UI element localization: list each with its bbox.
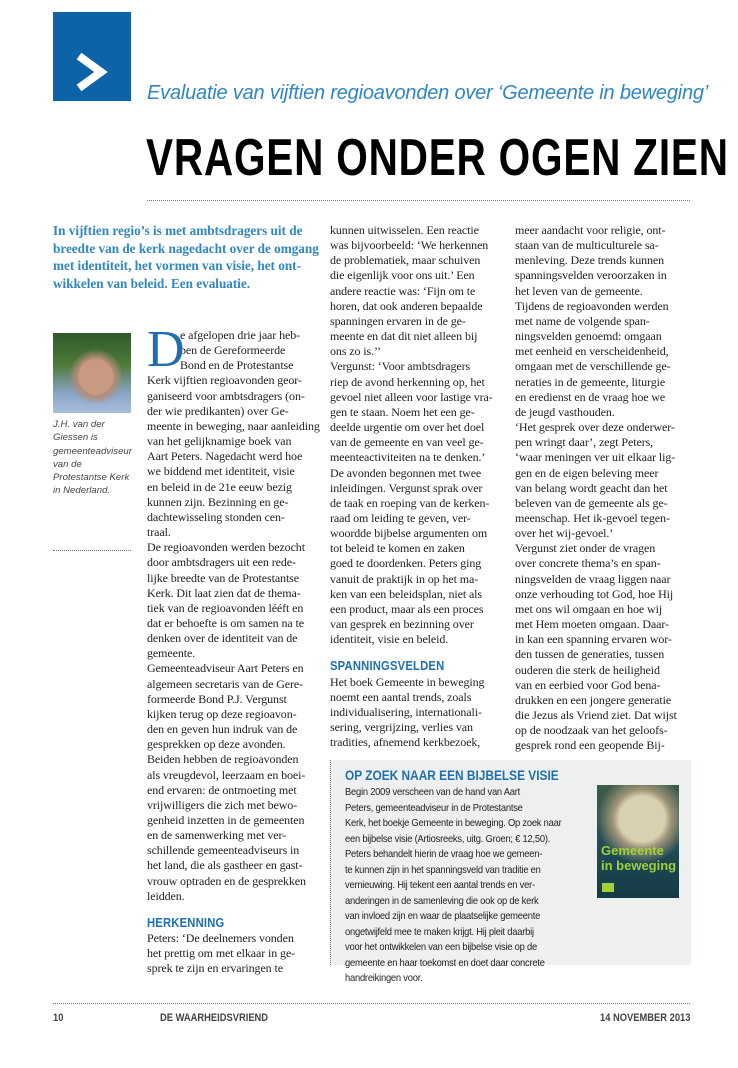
sidebar-line: vernieuwing. Hij tekent een aantal trends en ver- bbox=[345, 880, 535, 891]
sidebar-line: handreikingen voor. bbox=[345, 973, 423, 984]
text-line: gesprekken op deze avonden. bbox=[147, 737, 286, 752]
text-line: woordde bijbelse argumenten om bbox=[330, 526, 488, 541]
text-line: over concrete thema’s en span- bbox=[515, 556, 661, 571]
divider bbox=[53, 550, 131, 551]
text-line: meente in beweging, naar aanleiding bbox=[147, 418, 320, 433]
author-photo bbox=[53, 333, 131, 413]
text-line: Vergunst ziet onder de vragen bbox=[515, 541, 656, 556]
text-line: van belang wordt geacht dan het bbox=[515, 480, 668, 495]
text-line: dat er behoefte is om samen na te bbox=[147, 615, 304, 630]
book-title-line: Gemeente bbox=[601, 843, 664, 858]
text-line: staan van de multiculturele sa- bbox=[515, 238, 659, 253]
text-line: onze verhouding tot God, hoe Hij bbox=[515, 586, 674, 601]
text-line: denken over de identiteit van de bbox=[147, 631, 298, 646]
text-line: vrijwilligers die zich met bewo- bbox=[147, 797, 298, 812]
text-line: der wie predikanten) over Ge- bbox=[147, 403, 289, 418]
text-line: Peters: ‘De deelnemers vonden bbox=[147, 931, 294, 946]
text-line: Vergunst: ‘Voor ambtsdragers bbox=[330, 359, 471, 374]
sidebar-line: Kerk, het boekje Gemeente in beweging. Op zoek naar bbox=[345, 818, 562, 829]
article-title: VRAGEN ONDER OGEN ZIEN bbox=[146, 129, 729, 187]
caption-line: van de bbox=[53, 458, 82, 470]
text-line: ons zo is.’’ bbox=[330, 344, 381, 359]
text-line: horen, dat ook anderen bepaalde bbox=[330, 298, 483, 313]
text-line: die Jezus als Vriend ziet. Dat wijst bbox=[515, 708, 677, 722]
text-line: de problematiek, maar schuiven bbox=[330, 253, 481, 268]
sidebar-title: OP ZOEK NAAR EEN BIJBELSE VISIE bbox=[345, 768, 559, 783]
text-line: van de gemeente en van veel ge- bbox=[330, 435, 484, 450]
article-intro bbox=[53, 222, 318, 292]
text-line: met eenheid en verscheidenheid, bbox=[515, 344, 669, 359]
text-line: goed te doordenken. Peters ging bbox=[330, 556, 482, 571]
sidebar-line: Peters behandelt hierin de vraag hoe we gemeen- bbox=[345, 849, 543, 860]
text-line: deelde urgentie om over het doel bbox=[330, 420, 485, 435]
text-line: Het boek Gemeente in beweging bbox=[330, 674, 485, 689]
text-line: gesprek rond een geopende Bij- bbox=[515, 738, 665, 753]
article-column-2 bbox=[330, 223, 508, 750]
text-line: gemeente. bbox=[147, 646, 196, 661]
sidebar-line: een bijbelse visie (Artiosreeks, uitg. Groen; € 12,50). bbox=[345, 833, 551, 845]
text-line: leidden. bbox=[147, 888, 185, 903]
text-line: Kerk vijftien regioavonden geor- bbox=[147, 373, 302, 388]
text-line: Kerk. Dit laat zien dat de thema- bbox=[147, 585, 301, 600]
text-line: het leven van de gemeente. bbox=[515, 283, 643, 298]
sidebar-line: voor het ontwikkelen van een bijbelse visie op de bbox=[345, 942, 537, 953]
text-line: in kan een spanning ervaren wor- bbox=[515, 632, 672, 647]
text-line: traal. bbox=[147, 525, 171, 540]
text-line: end ervaren: de ontmoeting met bbox=[147, 782, 297, 797]
text-line: het land, die als gastheer en gast- bbox=[147, 858, 303, 873]
text-line: en beleid in de 21e eeuw bezig bbox=[147, 479, 292, 494]
text-line: Aart Peters. Nagedacht werd hoe bbox=[147, 449, 303, 464]
chevron-right-icon bbox=[73, 52, 109, 92]
text-line: drukken en een jongere generatie bbox=[515, 692, 672, 707]
sidebar-line: gemeente en haar toekomst en doet daar concrete bbox=[345, 957, 545, 969]
text-line: inleidingen. Vergunst sprak over bbox=[330, 480, 483, 495]
text-line: ken van een beleidsplan, niet als bbox=[330, 586, 482, 601]
text-line: vanuit de praktijk in op het ma- bbox=[330, 571, 479, 586]
text-line: omgaan met de verschillende ge- bbox=[515, 359, 671, 374]
section-marker bbox=[53, 12, 131, 101]
text-line: Gemeenteadviseur Aart Peters en bbox=[147, 661, 304, 676]
text-line: e afgelopen drie jaar heb- bbox=[180, 328, 300, 342]
text-line: schillende gemeenteadviseurs in bbox=[147, 843, 300, 858]
sidebar-box bbox=[330, 760, 691, 984]
text-line: raad om leiding te geven, ver- bbox=[330, 510, 471, 525]
book-title-line: in beweging bbox=[601, 858, 677, 873]
text-line: als vreugdevol, leerzaam en boei- bbox=[147, 767, 306, 782]
text-line: het prettig om met elkaar in ge- bbox=[147, 946, 296, 961]
sidebar-line: ongetwijfeld mee te maken krijgt. Hij pleit daarbij bbox=[345, 926, 534, 938]
text-line: door ambtsdragers uit een rede- bbox=[147, 555, 296, 570]
book-cover-image bbox=[597, 785, 679, 898]
text-line: kunnen zijn. Bezinning en ge- bbox=[147, 494, 289, 509]
text-line: Tijdens de regioavonden werden bbox=[515, 298, 669, 313]
text-line: riep de avond herkenning op, het bbox=[330, 374, 485, 389]
text-line: ningsvelden de vraag liggen naar bbox=[515, 571, 671, 586]
sidebar-line: Peters, gemeenteadviseur in de Protestantse bbox=[345, 802, 523, 814]
text-line: ‘Het gesprek over deze onderwer- bbox=[515, 420, 675, 435]
text-line: over het wij-gevoel.’ bbox=[515, 526, 614, 541]
publisher-logo bbox=[602, 883, 614, 892]
text-line: ningsvelden genoemd: omgaan bbox=[515, 329, 662, 344]
text-line: tiek van de regioavonden lééft en bbox=[147, 600, 304, 615]
caption-line: J.H. van der bbox=[53, 419, 105, 430]
divider bbox=[147, 200, 690, 201]
text-line: meer aandacht voor religie, ont- bbox=[515, 223, 666, 237]
text-line: lijke breedte van de Protestantse bbox=[147, 570, 299, 585]
caption-line: gemeenteadviseur bbox=[53, 445, 132, 457]
caption-line: Giessen is bbox=[53, 432, 98, 444]
text-line: ben de Gereformeerde bbox=[180, 343, 286, 358]
text-line: gevoel niet alleen voor lastige vra- bbox=[330, 389, 493, 404]
text-line: pen wringt daar’, zegt Peters, bbox=[515, 435, 654, 450]
sidebar-line: anderingen in de samenleving die ook op de kerk bbox=[345, 895, 539, 907]
text-line: dachtewisseling stonden cen- bbox=[147, 509, 285, 524]
text-line: van het gelijknamige boek van bbox=[147, 434, 292, 449]
text-line: sering, vergrijzing, verlies van bbox=[330, 720, 473, 734]
text-line: individualisering, internationali- bbox=[330, 704, 482, 719]
text-line: genheid inzetten in de gemeenten bbox=[147, 813, 305, 827]
text-line: algemeen secretaris van de Gere- bbox=[147, 676, 304, 691]
text-line: ouderen die sterk de heiligheid bbox=[515, 662, 660, 677]
footer-divider bbox=[53, 1003, 690, 1004]
caption-line: Protestantse Kerk bbox=[53, 472, 130, 484]
text-line: en eredienst en de vraag hoe we bbox=[515, 389, 666, 404]
text-line: ganiseerd voor ambtsdragers (on- bbox=[147, 388, 305, 403]
author-caption bbox=[53, 418, 133, 498]
text-line: den en geven hun indruk van de bbox=[147, 722, 298, 737]
text-line: kijken terug op deze regioavon- bbox=[147, 706, 297, 721]
text-line: meenteactiviteiten na te denken.’ bbox=[330, 450, 486, 465]
text-line: noemt een aantal trends, zoals bbox=[330, 689, 472, 704]
text-line: van gesprek en bezinning over bbox=[330, 617, 474, 632]
text-line: De regioavonden werden bezocht bbox=[147, 540, 305, 555]
section-heading: HERKENNING bbox=[147, 915, 225, 930]
text-line: neraties in de gemeente, liturgie bbox=[515, 374, 666, 389]
sidebar-text bbox=[345, 785, 561, 987]
text-line: die eigenlijk voor ons uit.’ Een bbox=[330, 268, 475, 283]
text-line: De avonden begonnen met twee bbox=[330, 465, 482, 480]
text-line: met Hem moeten omgaan. Daar- bbox=[515, 617, 669, 632]
text-line: gen en de eigen beleving meer bbox=[515, 465, 659, 480]
text-line: identiteit, visie en beleid. bbox=[330, 632, 449, 647]
sidebar-line: van invloed zijn en waar de plaatselijke gemeente bbox=[345, 911, 541, 922]
text-line: was bijvoorbeeld: ‘We herkennen bbox=[330, 238, 489, 253]
text-line: spanningsvelden veroorzaken in bbox=[515, 268, 667, 283]
section-heading: SPANNINGSVELDEN bbox=[330, 659, 445, 674]
text-line: tradities, afnemend kerkbezoek, bbox=[330, 735, 481, 750]
text-line: beleven van de gemeente als ge- bbox=[515, 495, 668, 510]
text-line: den tussen de generaties, tussen bbox=[515, 647, 665, 662]
text-line: en de samenwerking met ver- bbox=[147, 828, 287, 843]
intro-line: breedte van de kerk nagedacht over de omgang bbox=[53, 240, 319, 256]
text-line: de taak en roeping van de kerken- bbox=[330, 495, 490, 510]
text-line: van en eerbied voor God bena- bbox=[515, 677, 661, 692]
text-line: meenschap. Het ik-gevoel tegen- bbox=[515, 510, 670, 525]
book-cover-title bbox=[601, 843, 676, 873]
text-line: we biddend met identiteit, visie bbox=[147, 464, 295, 479]
intro-line: met identiteit, het vormen van visie, het ont- bbox=[53, 258, 301, 273]
caption-line: in Nederland. bbox=[53, 485, 111, 497]
text-line: met ons wil omgaan en hoe wij bbox=[515, 601, 663, 616]
intro-line: wikkelen van beleid. Een evaluatie. bbox=[53, 275, 251, 291]
text-line: spanningen ervaren in de ge- bbox=[330, 313, 466, 328]
text-line: Beiden hebben de regioavonden bbox=[147, 752, 299, 767]
text-line: meente en dat dit niet alleen bij bbox=[330, 329, 478, 344]
text-line: vrouw optraden en de gesprekken bbox=[147, 873, 306, 888]
text-line: kunnen uitwisselen. Een reactie bbox=[330, 223, 479, 237]
text-line: andere reactie was: ‘Fijn om te bbox=[330, 283, 476, 298]
sidebar-line: te kunnen zijn in het spanningsveld van traditie en bbox=[345, 864, 541, 876]
text-line: tot beleid te komen en zaken bbox=[330, 541, 465, 556]
text-line: een product, maar als een proces bbox=[330, 601, 484, 616]
sidebar-line: Begin 2009 verscheen van de hand van Aart bbox=[345, 787, 521, 798]
text-line: Bond en de Protestantse bbox=[180, 358, 294, 373]
text-line: formeerde Bond P.J. Vergunst bbox=[147, 691, 287, 706]
text-line: menleving. Deze trends kunnen bbox=[515, 253, 665, 268]
article-column-3 bbox=[515, 223, 693, 753]
page-number: 10 bbox=[53, 1012, 64, 1024]
issue-date: 14 NOVEMBER 2013 bbox=[600, 1012, 691, 1024]
text-line: gen te staan. Noem het een ge- bbox=[330, 404, 475, 419]
magazine-name: DE WAARHEIDSVRIEND bbox=[160, 1012, 269, 1024]
intro-line: In vijftien regio’s is met ambtsdragers uit de bbox=[53, 223, 303, 238]
text-line: op de noodzaak van het geloofs- bbox=[515, 723, 668, 738]
text-line: met name de volgende span- bbox=[515, 313, 650, 328]
drop-cap: D bbox=[147, 321, 185, 378]
article-column-1 bbox=[147, 321, 320, 977]
article-subtitle: Evaluatie van vijftien regioavonden over ‘Gemeente in beweging’ bbox=[147, 82, 709, 104]
text-line: sprek te zijn en ervaringen te bbox=[147, 961, 283, 976]
text-line: ‘waar meningen ver uit elkaar lig- bbox=[515, 450, 676, 465]
text-line: de jeugd vasthouden. bbox=[515, 404, 615, 419]
